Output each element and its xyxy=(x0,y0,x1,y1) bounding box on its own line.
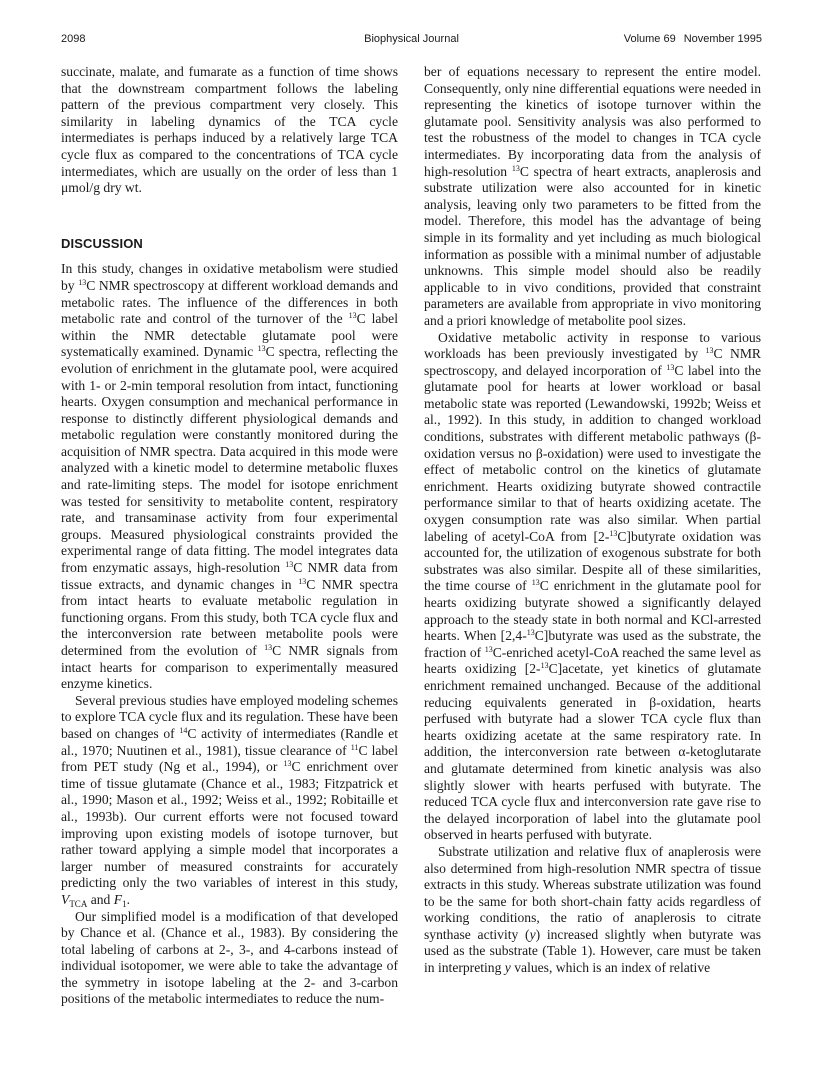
paragraph-discussion-1: In this study, changes in oxidative metabolism were studied by $^{13}$C NMR spectroscopy at different workload demands and metabolic rates. The influence of the differences in both metabolic rate and control of the turnover of the $^{13}$C label within the NMR detectable glutamate pool were systematically examined. Dynamic $^{13}$C spectra, reflecting the evolution of enrichment in the glutamate pool, were acquired with 1- or 2-min temporal resolution from intact, functioning hearts. Oxygen consumption and mechanical performance in response to distinctly different physiological demands and metabolic regulation were constantly monitored during the acquisition of NMR spectra. Data acquired in this mode were analyzed with a kinetic model to determine metabolic fluxes and rate-limiting steps. The model for isotope enrichment was tested for sensitivity to metabolite content, respiratory rate, and transaminase activity from four experimental groups. Measured physiological constraints provided the experimental range of data fitting. The model integrates data from enzymatic assays, high-resolution $^{13}$C NMR data from tissue extracts, and dynamic changes in $^{13}$C NMR spectra from intact hearts to evaluate metabolic regulation in functioning organs. From this study, both TCA cycle flux and the interconversion rate between metabolite pools were determined from the evolution of $^{13}$C NMR signals from intact hearts for comparison to experimentally measured enzyme kinetics. xyxy=(61,261,399,692)
variable-v-tca: V xyxy=(61,891,70,907)
paragraph-discussion-3: Our simplified model is a modification of that developed by Chance et al. (Chance et al., 1983). By considering the total labeling of carbons at 2-, 3-, and 4-carbons instead of individual isotopomer, we were able to take the advantage of the symmetry in isotope labeling at the 2- and 3-carbon positions of the metabolic intermediates to reduce the num- xyxy=(61,908,398,1007)
paragraph-discussion-3-cont: ber of equations necessary to represent the entire model. Consequently, only nine differential equations were needed in representing the kinetics of isotope turnover within the glutamate pool. Sensitivity analysis was also performed to test the robustness of the model to changes in TCA cycle intermediates. By incorporating data from the analysis of high-resolution $^{13}$C spectra of heart extracts, anaplerosis and substrate utilization were also accounted for in kinetic analysis, leaving only two parameters to be fitted from the model. Therefore, this model has the advantage of being simple in its formality and yet including as much biological information as possible with a minimal number of adjustable unknowns. This simple model should also be readily applicable to in vivo conditions, provided that constraint parameters are available from appropriate in vivo monitoring and a priori knowledge of metabolite pool sizes. xyxy=(424,64,761,328)
paragraph-discussion-5: Substrate utilization and relative flux of anaplerosis were also determined from high-resolution NMR spectra of tissue extracts in this study. Whereas substrate utilization was found to be the same for both short-chain fatty acids regardless of working conditions, the ratio of anaplerosis to citrate synthase activity (y) increased slightly when butyrate was used as the substrate (Table 1). However, care must be taken in interpreting y values, which is an index of relative xyxy=(424,843,761,976)
paragraph-discussion-4: Oxidative metabolic activity in response to various workloads has been previously investigated by $^{13}$C NMR spectroscopy, and delayed incorporation of $^{13}$C label into the glutamate pool for hearts at lower workload or basal metabolic state was reported (Lewandowski, 1992b; Weiss et al., 1992). In this study, in addition to changed workload conditions, substrates with different metabolic pathways (β-oxidation versus no β-oxidation) were used to investigate the effect of metabolic control on the kinetics of glutamate enrichment. Hearts oxidizing butyrate showed contractile performance similar to that of hearts oxidizing acetate. The oxygen consumption rate was also similar. When partial labeling of acetyl-CoA from [2-$^{13}$C]butyrate oxidation was accounted for, the utilization of exogenous substrate for both substrates was also similar. Despite all of these similarities, the time course of $^{13}$C enrichment in the glutamate pool for hearts oxidizing butyrate showed a significantly delayed approach to the steady state in both normal and KCl-arrested hearts. When [2,4-$^{13}$C]butyrate was used as the substrate, the fraction of $^{13}$C-enriched acetyl-CoA reached the same level as hearts oxidizing [2-$^{13}$C]acetate, yet kinetics of glutamate enrichment remained unchanged. Because of the additional reducing equivalents generated in β-oxidation, hearts perfused with butyrate had a slower TCA cycle flux than hearts oxidizing acetate at the same respiratory rate. In addition, the interconversion rate between α-ketoglutarate and glutamate determined from kinetic analysis was also slightly slower with hearts perfused with butyrate. The reduced TCA cycle flux and interconversion rate gave rise to the delayed incorporation of label into the glutamate pool observed in hearts perfused with butyrate. xyxy=(424,329,762,843)
volume-date xyxy=(624,33,762,45)
issue-date: November 1995 xyxy=(683,33,762,45)
running-header xyxy=(61,33,762,49)
journal-title: Biophysical Journal xyxy=(364,33,459,45)
volume: Volume 69 xyxy=(623,33,676,45)
variable-f1: F xyxy=(113,891,123,907)
right-column xyxy=(424,64,761,977)
left-column xyxy=(61,64,398,1008)
section-heading-discussion: DISCUSSION xyxy=(61,235,143,251)
page-number: 2098 xyxy=(61,33,86,45)
paragraph-results-end: succinate, malate, and fumarate as a function of time shows that the downstream compartment follows the labeling pattern of the previous compartment very closely. This similarity in labeling dynamics of the TCA cycle intermediates is perhaps induced by a relatively large TCA cycle flux as compared to the concentrations of TCA cycle intermediates, which are usually on the order of less than 1 μmol/g dry wt. xyxy=(61,64,398,196)
paragraph-discussion-2: Several previous studies have employed modeling schemes to explore TCA cycle flux and its regulation. These have been based on changes of $^{14}$C activity of intermediates (Randle et al., 1970; Nuutinen et al., 1981), tissue clearance of $^{11}$C label from PET study (Ng et al., 1994), or $^{13}$C enrichment over time of tissue glutamate (Chance et al., 1983; Fitzpatrick et al., 1990; Mason et al., 1992; Weiss et al., 1992; Robitaille et al., 1993b). Our current efforts were not focused toward improving upon existing models of isotope turnover, but rather toward applying a simple model that incorporates a larger number of measured constraints for accurately predicting only the two variables of interest in this study, $V_{TCA}$ and $F_1$. xyxy=(61,692,398,909)
